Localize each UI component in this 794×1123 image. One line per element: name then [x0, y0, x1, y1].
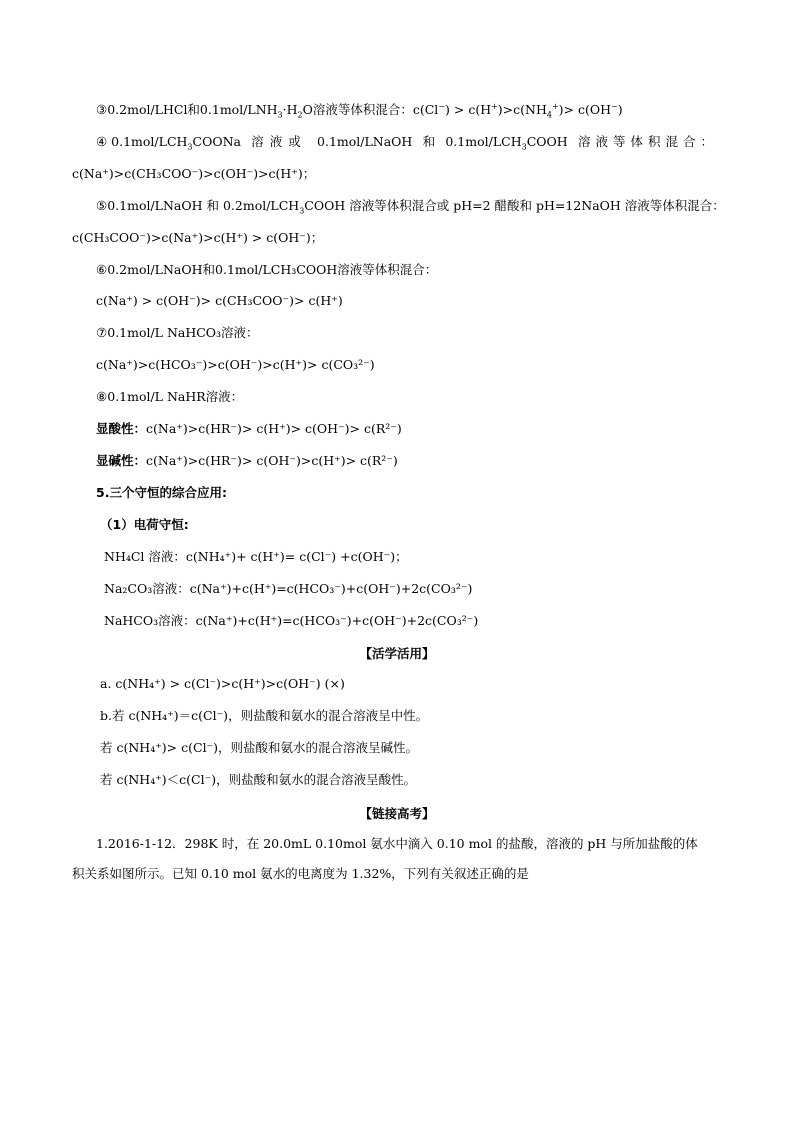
text: COOH 溶液等体积混合或 pH=2 醋酸和 pH=12NaOH 溶液等体积混合： — [304, 198, 725, 213]
superscript: + — [491, 101, 498, 111]
heading-exam-links: 【链接高考】 — [359, 806, 435, 821]
subscript: 4 — [546, 110, 552, 120]
text — [96, 134, 241, 150]
label-basic: 显碱性： — [96, 453, 147, 468]
line-item-8: ⑧0.1mol/L NaHR溶液： — [96, 389, 244, 404]
question-1-line-2: 积关系如图所示。已知 0.10 mol 氨水的电离度为 1.32%，下列有关叙述正确的是 — [72, 866, 529, 881]
superscript: − — [438, 101, 446, 111]
text: ) > c(H — [445, 102, 492, 117]
text: COOH — [526, 134, 568, 149]
practice-a: a. c(NH₄⁺) > c(Cl⁻)>c(H⁺)>c(OH⁻) (×) — [100, 676, 345, 691]
basic-line — [96, 453, 398, 469]
subscript: 3 — [521, 142, 527, 152]
charge-nahco3: NaHCO₃溶液：c(Na⁺)+c(H⁺)=c(HCO₃⁻)+c(OH⁻)+2c(CO₃²⁻) — [104, 613, 479, 628]
superscript: + — [551, 101, 559, 111]
line-item-4-result: c(Na⁺)>c(CH₃COO⁻)>c(OH⁻)>c(H⁺)； — [72, 166, 316, 181]
text: c(Na⁺)>c(HR⁻)> c(H⁺)> c(OH⁻)> c(R²⁻) — [146, 421, 402, 436]
subscript: 2 — [297, 110, 303, 120]
text: )>c(NH — [497, 102, 547, 117]
line-item-5 — [96, 198, 725, 214]
text: )> c(OH — [558, 102, 612, 117]
text: c(Na⁺)>c(HR⁻)> c(OH⁻)>c(H⁺)> c(R²⁻) — [146, 453, 398, 468]
line-item-6-result: c(Na⁺) > c(OH⁻)> c(CH₃COO⁻)> c(H⁺) — [96, 293, 343, 308]
line-item-7: ⑦0.1mol/L NaHCO₃溶液： — [96, 325, 259, 340]
text: 0.1mol/LCH — [445, 134, 522, 149]
line-item-5-result: c(CH₃COO⁻)>c(Na⁺)>c(H⁺) > c(OH⁻)； — [72, 230, 324, 245]
charge-na2co3: Na₂CO₃溶液：c(Na⁺)+c(H⁺)=c(HCO₃⁻)+c(OH⁻)+2c(CO₃²⁻) — [104, 581, 473, 596]
text: ③0.2mol/LHCl和0.1mol/LNH — [96, 102, 278, 117]
heading-practice: 【活学活用】 — [359, 646, 435, 661]
question-1-line-1: 1.2016-1-12．298K 时，在 20.0mL 0.10mol 氨水中滴入 0.10 mol 的盐酸，溶液的 pH 与所加盐酸的体 — [96, 836, 698, 851]
section-heading-5: 5.三个守恒的综合应用: — [96, 485, 227, 500]
text: 溶液等体积混合： — [577, 134, 718, 149]
text: 0.1mol/LNaOH — [317, 134, 413, 149]
line-item-7-result: c(Na⁺)>c(HCO₃⁻)>c(OH⁻)>c(H⁺)> c(CO₃²⁻) — [96, 357, 375, 372]
practice-c: 若 c(NH₄⁺)> c(Cl⁻)，则盐酸和氨水的混合溶液呈碱性。 — [100, 740, 419, 755]
subscript: 3 — [277, 110, 283, 120]
acidic-line — [96, 421, 402, 437]
subscript: 3 — [187, 142, 193, 152]
text: COONa — [192, 134, 241, 149]
text: O溶液等体积混合：c(Cl — [302, 102, 439, 117]
sub-heading-charge-conservation: （1）电荷守恒: — [100, 517, 189, 532]
text: 和 — [422, 134, 436, 149]
label-acidic: 显酸性： — [96, 421, 147, 436]
line-item-4 — [72, 134, 718, 150]
line-item-6: ⑥0.2mol/LNaOH和0.1mol/LCH₃COOH溶液等体积混合： — [96, 262, 438, 277]
superscript: − — [611, 101, 618, 111]
text: ·H — [282, 102, 298, 117]
text: ④ 0.1mol/LCH — [96, 134, 188, 149]
subscript: 3 — [299, 206, 305, 216]
practice-d: 若 c(NH₄⁺)＜c(Cl⁻)，则盐酸和氨水的混合溶液呈酸性。 — [100, 772, 417, 787]
charge-nh4cl: NH₄Cl 溶液：c(NH₄⁺)+ c(H⁺)= c(Cl⁻) +c(OH⁻)； — [104, 549, 408, 564]
line-item-3 — [96, 102, 623, 118]
text — [445, 134, 567, 150]
text: ) — [617, 102, 623, 117]
text: ⑤0.1mol/LNaOH 和 0.2mol/LCH — [96, 198, 300, 213]
text: 溶液或 — [251, 134, 307, 149]
practice-b: b.若 c(NH₄⁺)＝c(Cl⁻)，则盐酸和氨水的混合溶液呈中性。 — [100, 708, 429, 723]
line-item-4-spread — [72, 134, 718, 150]
